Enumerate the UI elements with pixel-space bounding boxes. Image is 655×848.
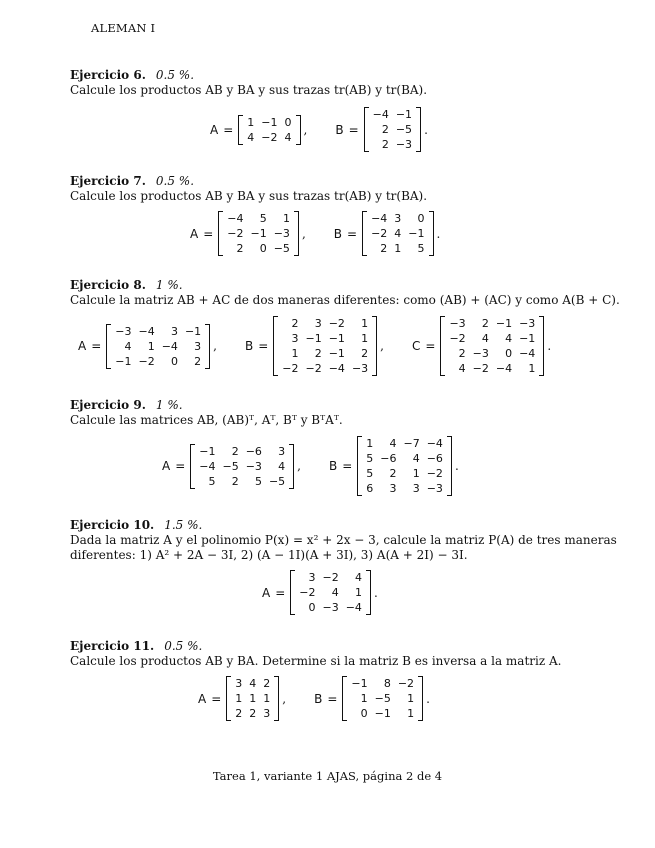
matrix-cell: 1 bbox=[407, 707, 415, 720]
page-header: ALEMAN I bbox=[91, 21, 156, 35]
matrix bbox=[238, 115, 300, 145]
matrix bbox=[273, 316, 377, 376]
right-bracket bbox=[429, 211, 434, 256]
exercise-8-equation bbox=[78, 316, 557, 376]
matrix-cell: 4 bbox=[284, 130, 292, 144]
exercise-11-heading bbox=[70, 639, 202, 653]
matrix-cell: −5 bbox=[273, 242, 290, 255]
matrix-cell: 2 bbox=[249, 707, 257, 720]
matrix-cell: −2 bbox=[261, 130, 278, 144]
exercise-weight: 0.5 %. bbox=[155, 68, 195, 82]
matrix-cell: −4 bbox=[519, 347, 536, 360]
matrix-cell: 1 bbox=[394, 242, 402, 255]
matrix-cell: −4 bbox=[138, 324, 155, 338]
matrix-cell: −5 bbox=[222, 459, 239, 473]
matrix-cell: 2 bbox=[381, 123, 389, 136]
matrix-cell: 3 bbox=[278, 444, 286, 458]
matrix-cell: 1 bbox=[366, 437, 374, 450]
matrix-cell: −2 bbox=[227, 227, 244, 240]
matrix-cell: −5 bbox=[268, 474, 286, 488]
matrix-cell: −3 bbox=[472, 347, 489, 360]
matrix-label: C bbox=[411, 339, 421, 353]
matrix-cell: 3 bbox=[291, 332, 299, 345]
matrix-cell: −2 bbox=[472, 362, 489, 375]
matrix-cell: 5 bbox=[259, 212, 267, 225]
matrix-cell: −2 bbox=[299, 586, 316, 599]
equals-sign: = bbox=[223, 122, 234, 137]
matrix-cell: 0 bbox=[308, 601, 316, 614]
matrix-cell: −2 bbox=[449, 332, 466, 345]
page-footer: Tarea 1, variante 1 AJAS, página 2 de 4 bbox=[212, 769, 443, 783]
period: . bbox=[454, 459, 459, 473]
matrix-label: A bbox=[198, 691, 207, 706]
matrix-cell: 4 bbox=[389, 437, 397, 450]
right-bracket bbox=[372, 316, 377, 376]
matrix-cell: −4 bbox=[371, 212, 388, 225]
matrix-cell: 4 bbox=[354, 571, 362, 584]
matrix-cell: 3 bbox=[314, 317, 322, 330]
equals-sign: = bbox=[348, 122, 359, 137]
matrix-cell: −3 bbox=[449, 317, 466, 330]
right-bracket bbox=[289, 444, 294, 489]
exercise-11-text: Calcule los productos AB y BA. Determine si la matriz B es inversa a la matriz A. bbox=[70, 654, 562, 668]
period: . bbox=[426, 691, 430, 706]
exercise-weight: 0.5 %. bbox=[164, 639, 203, 653]
matrix-cell: 4 bbox=[458, 362, 466, 375]
matrix-cell: 1 bbox=[247, 115, 255, 129]
exercise-weight: 0.5 %. bbox=[155, 174, 195, 188]
matrix-cell: 1 bbox=[360, 692, 368, 705]
matrix-cell: −3 bbox=[395, 138, 413, 151]
matrix-cell: 4 bbox=[247, 130, 255, 144]
matrix-cell: −3 bbox=[245, 459, 262, 473]
matrix-cell: −1 bbox=[374, 707, 391, 720]
equals-sign: = bbox=[258, 339, 269, 353]
matrix-cell: 3 bbox=[389, 482, 397, 495]
matrix-cell: −3 bbox=[273, 227, 290, 240]
exercise-7-heading bbox=[70, 174, 194, 188]
equals-sign: = bbox=[425, 339, 436, 353]
matrix-cell: 1 bbox=[235, 692, 243, 705]
right-bracket bbox=[366, 570, 371, 615]
matrix-cell: −3 bbox=[519, 317, 536, 330]
right-bracket bbox=[418, 676, 423, 721]
equals-sign: = bbox=[91, 339, 102, 353]
matrix-cell: 0 bbox=[170, 354, 178, 368]
matrix bbox=[357, 436, 452, 496]
period: . bbox=[424, 122, 428, 137]
matrix-cell: 2 bbox=[314, 347, 322, 360]
matrix-cell: −3 bbox=[322, 601, 339, 614]
equals-sign: = bbox=[275, 585, 286, 600]
exercise-10-heading bbox=[70, 518, 202, 532]
matrix bbox=[440, 316, 544, 376]
matrix-cell: −2 bbox=[282, 362, 299, 375]
matrix-cell: 3 bbox=[263, 707, 271, 720]
matrix-cell: 0 bbox=[284, 115, 292, 129]
matrix-label: B bbox=[244, 339, 254, 353]
matrix-cell: 2 bbox=[291, 317, 299, 330]
matrix-label: A bbox=[262, 585, 271, 600]
matrix-cell: 1 bbox=[412, 467, 420, 480]
matrix-cell: −1 bbox=[395, 108, 413, 121]
period: . bbox=[436, 226, 441, 241]
matrix-cell: −1 bbox=[519, 332, 536, 345]
equals-sign: = bbox=[175, 459, 186, 473]
matrix-cell: 2 bbox=[194, 354, 202, 368]
matrix-cell: 1 bbox=[282, 212, 290, 225]
matrix-label: A bbox=[78, 339, 87, 353]
matrix-cell: −4 bbox=[328, 362, 345, 375]
exercise-9-heading bbox=[70, 398, 183, 412]
exercise-6-text: Calcule los productos AB y BA y sus trazas tr(AB) y tr(BA). bbox=[70, 83, 428, 97]
matrix bbox=[364, 107, 421, 152]
matrix-cell: 2 bbox=[458, 347, 466, 360]
equals-sign: = bbox=[342, 459, 353, 473]
matrix-cell: 4 bbox=[481, 332, 489, 345]
exercise-10-text-2: diferentes: 1) A² + 2A − 3I, 2) (A − 1I)(A + 3I), 3) A(A + 2I) − 3I. bbox=[70, 548, 468, 562]
matrix-cell: −2 bbox=[305, 362, 322, 375]
equals-sign: = bbox=[203, 226, 214, 241]
matrix-cell: 2 bbox=[389, 467, 397, 480]
matrix-cell: 0 bbox=[417, 212, 425, 225]
matrix bbox=[362, 211, 433, 256]
right-bracket bbox=[274, 676, 279, 721]
matrix-cell: 1 bbox=[361, 332, 369, 345]
comma: , bbox=[380, 339, 384, 353]
matrix-cell: −4 bbox=[495, 362, 513, 375]
matrix-cell: −1 bbox=[261, 115, 278, 129]
matrix-cell: 4 bbox=[124, 339, 132, 353]
matrix-cell: 3 bbox=[412, 482, 420, 495]
matrix-cell: 2 bbox=[231, 444, 239, 458]
matrix-cell: 5 bbox=[366, 452, 374, 465]
matrix-cell: 1 bbox=[354, 586, 362, 599]
matrix-cell: 3 bbox=[235, 677, 243, 690]
exercise-weight: 1 %. bbox=[155, 278, 183, 292]
exercise-weight: 1.5 %. bbox=[164, 518, 203, 532]
right-bracket bbox=[296, 115, 301, 145]
matrix-cell: −3 bbox=[426, 482, 443, 495]
matrix-cell: 1 bbox=[528, 362, 536, 375]
matrix-cell: 6 bbox=[366, 482, 374, 495]
matrix-cell: 1 bbox=[147, 339, 155, 353]
period: . bbox=[373, 585, 378, 600]
matrix-cell: 2 bbox=[263, 677, 271, 690]
comma: , bbox=[282, 691, 287, 706]
exercise-title: Ejercicio 11. bbox=[70, 639, 155, 653]
matrix-cell: −1 bbox=[115, 354, 132, 368]
matrix-cell: 1 bbox=[249, 692, 257, 705]
exercise-title: Ejercicio 7. bbox=[70, 174, 146, 188]
matrix-cell: −5 bbox=[395, 123, 413, 136]
equals-sign: = bbox=[347, 226, 358, 241]
right-bracket bbox=[294, 211, 299, 256]
matrix-cell: −4 bbox=[372, 108, 389, 121]
matrix-cell: 8 bbox=[383, 677, 391, 690]
matrix bbox=[342, 676, 423, 721]
matrix-cell: −3 bbox=[351, 362, 369, 375]
matrix-cell: −2 bbox=[397, 677, 415, 690]
matrix bbox=[290, 570, 371, 615]
matrix-cell: 0 bbox=[360, 707, 368, 720]
matrix-cell: −2 bbox=[138, 354, 155, 368]
exercise-title: Ejercicio 10. bbox=[70, 518, 155, 532]
exercise-8-text: Calcule la matriz AB + AC de dos maneras diferentes: como (AB) + (AC) y como A(B + C). bbox=[70, 293, 620, 307]
matrix-cell: 3 bbox=[170, 324, 178, 338]
matrix-cell: 4 bbox=[394, 227, 402, 240]
matrix-cell: 2 bbox=[235, 707, 243, 720]
matrix-cell: −4 bbox=[161, 339, 178, 353]
matrix-cell: −6 bbox=[380, 452, 397, 465]
matrix-cell: −4 bbox=[227, 212, 244, 225]
matrix-cell: 5 bbox=[417, 242, 425, 255]
exercise-title: Ejercicio 6. bbox=[70, 68, 146, 82]
exercise-11-equation bbox=[198, 676, 436, 721]
matrix bbox=[218, 211, 299, 256]
exercise-7-text: Calcule los productos AB y BA y sus trazas tr(AB) y tr(BA). bbox=[70, 189, 428, 203]
matrix-cell: −1 bbox=[305, 332, 322, 345]
matrix-cell: 3 bbox=[194, 339, 202, 353]
matrix-cell: −1 bbox=[184, 324, 202, 338]
matrix bbox=[190, 444, 294, 489]
matrix-label: A bbox=[190, 226, 199, 241]
comma: , bbox=[213, 339, 217, 353]
right-bracket bbox=[447, 436, 452, 496]
matrix-cell: 4 bbox=[505, 332, 513, 345]
matrix-cell: 4 bbox=[249, 677, 257, 690]
matrix-label: B bbox=[335, 122, 344, 137]
matrix-cell: 2 bbox=[231, 474, 239, 488]
exercise-10-equation bbox=[262, 570, 384, 615]
exercise-title: Ejercicio 9. bbox=[70, 398, 146, 412]
matrix-cell: 2 bbox=[381, 138, 389, 151]
comma: , bbox=[297, 459, 301, 473]
matrix-cell: 0 bbox=[259, 242, 267, 255]
matrix-cell: −1 bbox=[199, 444, 216, 458]
matrix-cell: 0 bbox=[505, 347, 513, 360]
matrix-cell: −1 bbox=[328, 347, 345, 360]
comma: , bbox=[301, 226, 306, 241]
comma: , bbox=[303, 122, 308, 137]
right-bracket bbox=[539, 316, 544, 376]
matrix-cell: −6 bbox=[426, 452, 443, 465]
matrix-cell: 3 bbox=[308, 571, 316, 584]
matrix-cell: −4 bbox=[345, 601, 362, 614]
matrix-cell: 4 bbox=[331, 586, 339, 599]
exercise-7-equation bbox=[190, 211, 446, 256]
matrix-cell: 3 bbox=[394, 212, 402, 225]
matrix-cell: −3 bbox=[115, 324, 132, 338]
matrix-cell: −2 bbox=[328, 317, 345, 330]
matrix-cell: −6 bbox=[245, 444, 262, 458]
matrix bbox=[106, 324, 210, 369]
exercise-9-equation bbox=[162, 436, 465, 496]
matrix-cell: −1 bbox=[408, 227, 425, 240]
matrix-cell: 2 bbox=[361, 347, 369, 360]
matrix-cell: 1 bbox=[263, 692, 271, 705]
matrix-cell: 5 bbox=[208, 474, 216, 488]
matrix-cell: −1 bbox=[351, 677, 368, 690]
matrix-cell: −1 bbox=[495, 317, 513, 330]
exercise-title: Ejercicio 8. bbox=[70, 278, 146, 292]
exercise-6-heading bbox=[70, 68, 194, 82]
matrix-cell: −4 bbox=[426, 437, 443, 450]
matrix-cell: 2 bbox=[236, 242, 244, 255]
matrix bbox=[226, 676, 279, 721]
exercise-weight: 1 %. bbox=[155, 398, 183, 412]
exercise-10-text: Dada la matriz A y el polinomio P(x) = x² + 2x − 3, calcule la matriz P(A) de tres maneras bbox=[70, 533, 617, 547]
matrix-cell: 5 bbox=[254, 474, 262, 488]
matrix-cell: −7 bbox=[403, 437, 420, 450]
period: . bbox=[547, 339, 552, 353]
matrix-cell: −2 bbox=[322, 571, 339, 584]
matrix-cell: −2 bbox=[426, 467, 443, 480]
matrix-cell: 1 bbox=[291, 347, 299, 360]
matrix-cell: 4 bbox=[412, 452, 420, 465]
matrix-cell: 2 bbox=[380, 242, 388, 255]
matrix-label: B bbox=[333, 226, 342, 241]
matrix-cell: −5 bbox=[374, 692, 391, 705]
exercise-9-text: Calcule las matrices AB, (AB)ᵀ, Aᵀ, Bᵀ y BᵀAᵀ. bbox=[70, 413, 343, 427]
right-bracket bbox=[205, 324, 210, 369]
matrix-cell: 4 bbox=[278, 459, 286, 473]
matrix-cell: −4 bbox=[199, 459, 216, 473]
matrix-label: B bbox=[314, 691, 323, 706]
equals-sign: = bbox=[327, 691, 338, 706]
matrix-label: A bbox=[210, 122, 219, 137]
matrix-label: B bbox=[328, 459, 338, 473]
equals-sign: = bbox=[211, 691, 222, 706]
matrix-cell: 1 bbox=[407, 692, 415, 705]
matrix-cell: 5 bbox=[366, 467, 374, 480]
matrix-cell: 1 bbox=[361, 317, 369, 330]
matrix-cell: −1 bbox=[328, 332, 345, 345]
matrix-cell: 2 bbox=[481, 317, 489, 330]
exercise-6-equation bbox=[210, 107, 434, 152]
matrix-cell: −1 bbox=[250, 227, 267, 240]
exercise-8-heading bbox=[70, 278, 183, 292]
right-bracket bbox=[416, 107, 421, 152]
matrix-cell: −2 bbox=[371, 227, 388, 240]
matrix-label: A bbox=[162, 459, 171, 473]
